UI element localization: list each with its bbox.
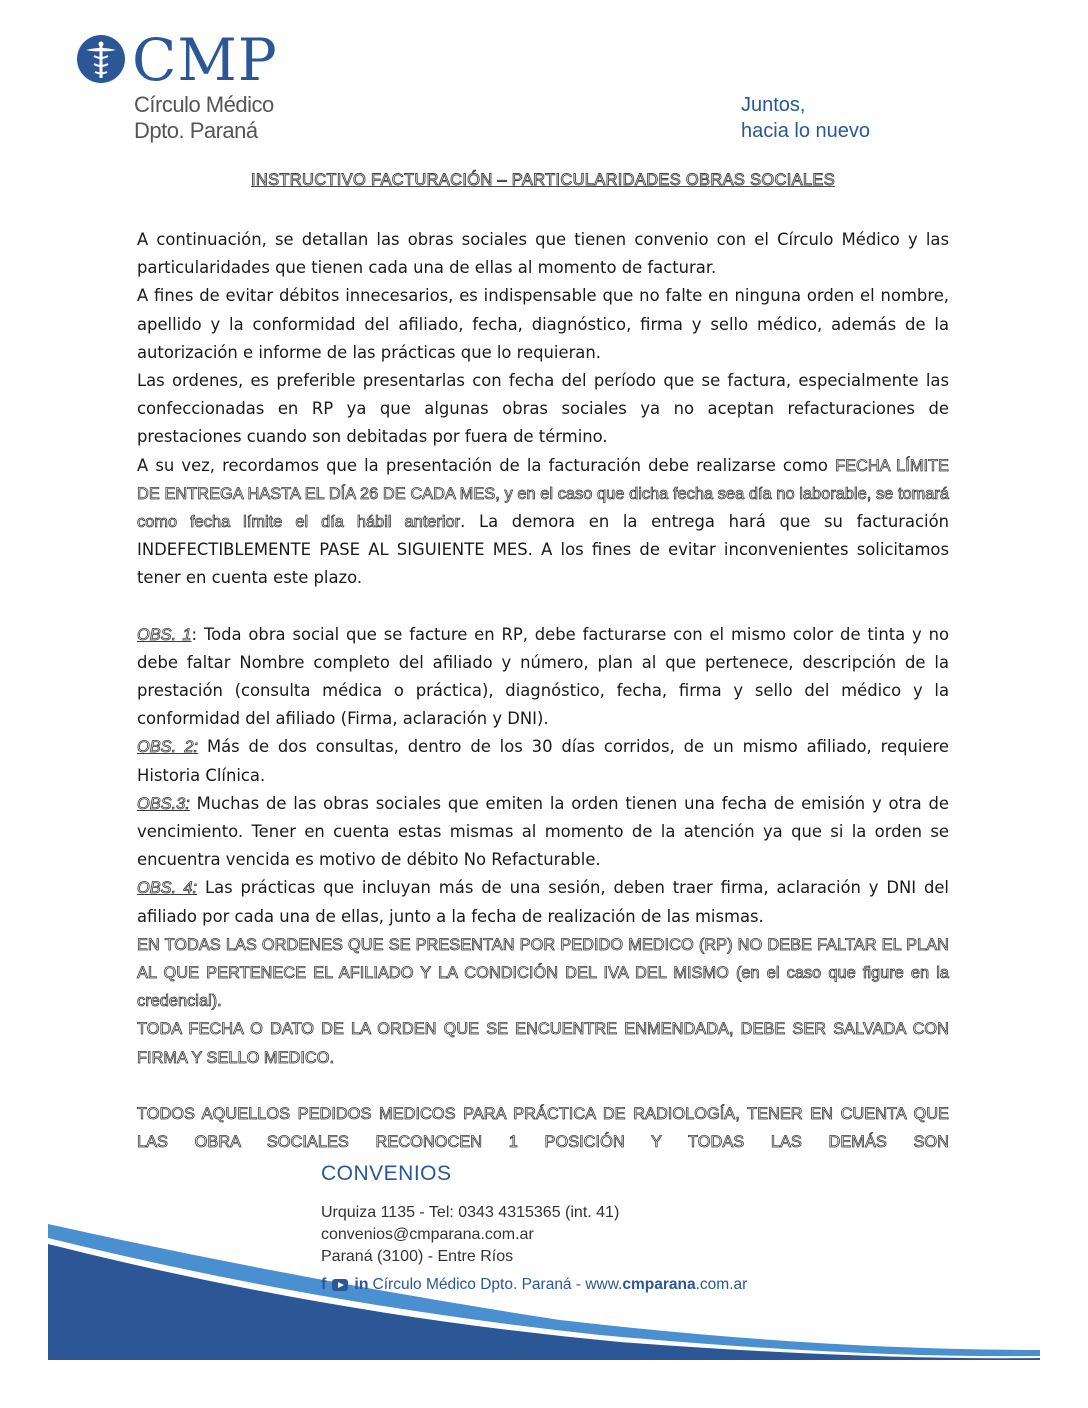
notice-enmienda: TODA FECHA O DATO DE LA ORDEN QUE SE ENCUENTRE ENMENDADA, DEBE SER SALVADA CON FIRMA Y SELLO MEDICO. <box>137 1020 949 1067</box>
obs-separator <box>190 794 197 813</box>
deadline-highlight: FECHA LÍMITE DE ENTREGA HASTA EL DÍA 26 DE CADA MES, y en el caso que dicha fecha sea día no laborable, se tomará como fecha límite el día hábil anterior <box>137 456 949 532</box>
contact-address: Urquiza 1135 - Tel: 0343 4315365 (int. 41) <box>321 1204 620 1221</box>
obs-label: OBS.3: <box>137 794 190 813</box>
spacer <box>137 1072 949 1100</box>
youtube-icon[interactable] <box>332 1279 348 1291</box>
obs-label: OBS. 4: <box>137 879 198 898</box>
notice-plan-iva: EN TODAS LAS ORDENES QUE SE PRESENTAN POR PEDIDO MEDICO (RP) NO DEBE FALTAR EL PLAN AL QUE PERTENECE EL AFILIADO Y LA CONDICIÓN DEL IVA DEL MISMO (en el caso que figure en la credencial). <box>137 935 949 1011</box>
obs-item-4 <box>137 874 949 930</box>
linkedin-icon[interactable]: in <box>354 1276 369 1293</box>
site-bold: cmparana <box>622 1276 696 1293</box>
obs-text: Toda obra social que se facture en RP, debe facturarse con el mismo color de tinta y no debe faltar Nombre completo del afiliado y número, plan al que pertenece, descripción de la prestación (consulta médica o práctica), diagnóstico, fecha, firma y sello del médico y la conformidad del afiliado (Firma, aclaración y DNI). <box>137 624 950 729</box>
document-body <box>137 226 949 1156</box>
logo-name-line1: Círculo Médico <box>134 92 274 117</box>
tagline-line1: Juntos, <box>741 94 806 116</box>
intro-paragraph-3: Las ordenes, es preferible presentarlas con fecha del período que se factura, especialmente las confeccionadas en RP ya que algunas obras sociales ya no aceptan refacturaciones de prestaciones cuando son debitadas por fuera de término. <box>137 371 949 447</box>
notice-radiologia: TODOS AQUELLOS PEDIDOS MEDICOS PARA PRÁCTICA DE RADIOLOGÍA, TENER EN CUENTA QUE LAS OBRA SOCIALES RECONOCEN 1 POSICIÓN Y TODAS LAS DEMÁS SON <box>137 1104 949 1152</box>
obs-item-1 <box>137 621 949 734</box>
caduceus-icon <box>76 34 126 84</box>
deadline-post: . La demora en la entrega hará que su facturación INDEFECTIBLEMENTE PASE AL SIGUIENTE MES. A los fines de evitar inconvenientes solicitamos tener en cuenta este plazo. <box>137 512 949 588</box>
contact-city: Paraná (3100) - Entre Ríos <box>321 1248 514 1265</box>
obs-text: Muchas de las obras sociales que emiten la orden tienen una fecha de emisión y otra de vencimiento. Tener en cuenta estas mismas al momento de la atención ya que si la orden se encuentra vencida es motivo de débito No Refacturable. <box>137 793 949 870</box>
site-tail: .com.ar <box>695 1276 748 1293</box>
obs-separator <box>197 878 205 897</box>
obs-separator: : <box>191 624 204 644</box>
obs-text: Más de dos consultas, dentro de los 30 días corridos, de un mismo afiliado, requiere Historia Clínica. <box>137 737 949 785</box>
deadline-pre: A su vez, recordamos que la presentación de la facturación debe realizarse como <box>137 455 836 475</box>
intro-paragraph-2: A fines de evitar débitos innecesarios, es indispensable que no falte en ninguna orden el nombre, apellido y la conformidad del afiliado, fecha, diagnóstico, firma y sello médico, además de la autorización e informe de las prácticas que lo requieran. <box>137 286 949 362</box>
tagline-line2: hacia lo nuevo <box>741 120 870 142</box>
social-row <box>321 1276 747 1294</box>
obs-item-3 <box>137 790 949 875</box>
spacer <box>137 593 949 621</box>
contact-email[interactable]: convenios@cmparana.com.ar <box>321 1226 534 1243</box>
tagline <box>741 92 870 144</box>
social-text-prefix: Círculo Médico Dpto. Paraná - www. <box>372 1276 623 1293</box>
obs-item-2 <box>137 733 949 789</box>
intro-paragraph-1: A continuación, se detallan las obras sociales que tienen convenio con el Círculo Médico y las particularidades que tienen cada una de ellas al momento de facturar. <box>137 230 949 278</box>
logo-acronym: CMP <box>132 26 278 94</box>
obs-separator <box>198 737 207 756</box>
facebook-icon[interactable]: f <box>321 1276 327 1293</box>
logo-name-line2: Dpto. Paraná <box>134 118 258 143</box>
obs-text: Las prácticas que incluyan más de una sesión, deben traer firma, aclaración y DNI del afiliado por cada una de ellas, junto a la fecha de realización de las mismas. <box>137 878 949 926</box>
document-title: INSTRUCTIVO FACTURACIÓN – PARTICULARIDADES OBRAS SOCIALES <box>250 171 835 189</box>
social-text <box>373 1276 748 1294</box>
contact-heading: CONVENIOS <box>321 1162 452 1185</box>
deadline-paragraph <box>137 452 949 593</box>
obs-label: OBS. 2: <box>137 738 199 757</box>
cmp-logo <box>76 26 396 150</box>
obs-label: OBS. 1 <box>137 625 192 644</box>
